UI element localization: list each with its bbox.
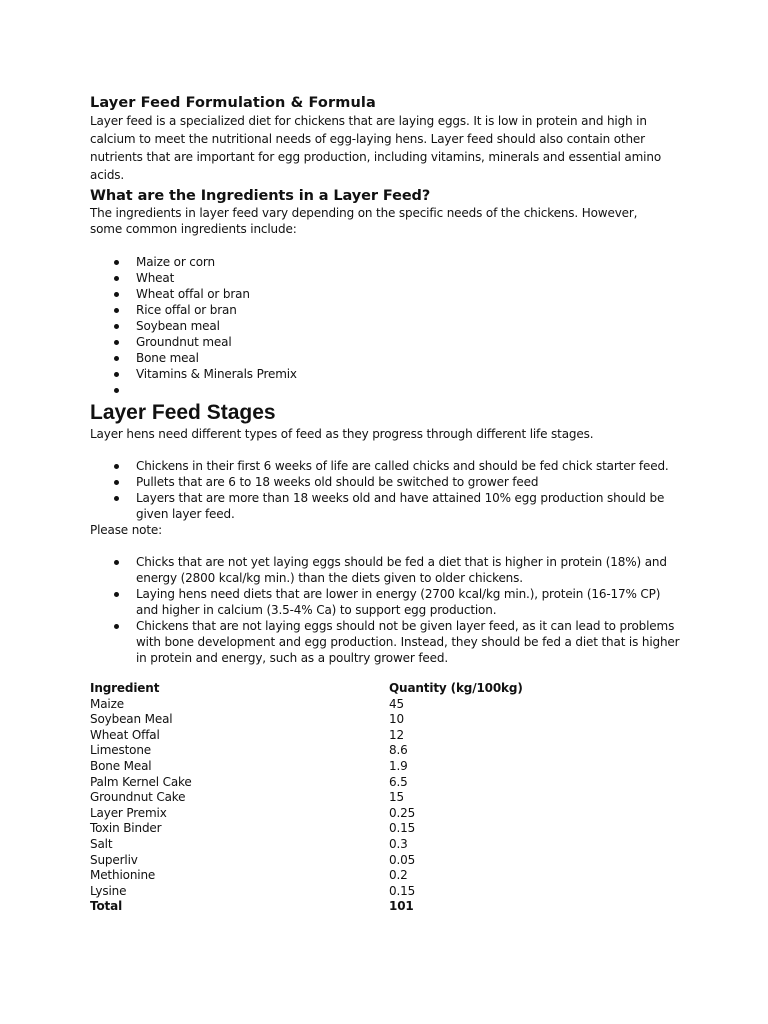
ingredient-list-item xyxy=(90,334,680,350)
table-row xyxy=(90,728,523,744)
intro-paragraph: Layer feed is a specialized diet for chickens that are laying eggs. It is low in protein and high in calcium to meet the nutritional needs of egg-laying hens. Layer feed should also contain other nutrients that are important for egg production, including vitamins, minerals and essential amino acids. xyxy=(90,114,662,182)
feed-formula-table xyxy=(90,681,523,915)
note-list-item xyxy=(90,554,680,586)
table-row xyxy=(90,821,523,837)
bullet-icon xyxy=(114,356,119,361)
ingredient-cell: Methionine xyxy=(90,868,156,883)
note-list-item-text: Chickens that are not laying eggs should not be given layer feed, as it can lead to problems with bone development and egg production. Instead, they should be fed a diet that is higher in protein and energy, such as a poultry grower feed. xyxy=(136,619,680,665)
ingredient-cell: Groundnut Cake xyxy=(90,790,186,805)
table-row xyxy=(90,712,523,728)
bullet-icon xyxy=(114,388,119,393)
total-value-cell: 101 xyxy=(389,899,414,914)
bullet-icon xyxy=(114,292,119,297)
ingredient-cell: Palm Kernel Cake xyxy=(90,774,192,789)
quantity-cell: 1.9 xyxy=(389,758,408,773)
note-list-item-text: Chicks that are not yet laying eggs should be fed a diet that is higher in protein (18%) and energy (2800 kcal/kg min.) than the diets given to older chickens. xyxy=(136,555,667,585)
ingredient-list-item-text: Rice offal or bran xyxy=(136,303,237,317)
stage-list-item xyxy=(90,458,680,474)
table-row xyxy=(90,775,523,791)
ingredient-list-item-text: Groundnut meal xyxy=(136,335,232,349)
ingredient-cell: Limestone xyxy=(90,743,152,758)
quantity-cell: 0.05 xyxy=(389,852,416,867)
table-header-row xyxy=(90,681,523,697)
ingredient-list-item xyxy=(90,382,680,398)
bullet-icon xyxy=(114,560,119,565)
ingredient-list-item xyxy=(90,318,680,334)
stages-heading: Layer Feed Stages xyxy=(90,401,276,424)
ingredient-list-item xyxy=(90,254,680,270)
ingredient-list-item xyxy=(90,350,680,366)
note-list-item-text: Laying hens need diets that are lower in energy (2700 kcal/kg min.), protein (16-17% CP) and higher in calcium (3.5-4% Ca) to support egg production. xyxy=(136,587,661,617)
bullet-icon xyxy=(114,372,119,377)
bullet-icon xyxy=(114,340,119,345)
table-row xyxy=(90,697,523,713)
ingredient-list-item xyxy=(90,270,680,286)
document-title: Layer Feed Formulation & Formula xyxy=(90,95,376,111)
ingredient-list-item-text: Wheat xyxy=(136,271,175,285)
bullet-icon xyxy=(114,496,119,501)
stage-list-item-text: Chickens in their first 6 weeks of life are called chicks and should be fed chick starter feed. xyxy=(136,459,669,473)
ingredient-cell: Layer Premix xyxy=(90,805,167,820)
stage-list-item xyxy=(90,490,680,522)
quantity-cell: 12 xyxy=(389,727,404,742)
quantity-cell: 0.2 xyxy=(389,868,408,883)
bullet-icon xyxy=(114,592,119,597)
ingredient-list-item-text: Vitamins & Minerals Premix xyxy=(136,367,297,381)
bullet-icon xyxy=(114,308,119,313)
bullet-icon xyxy=(114,260,119,265)
ingredient-list-item-text: Maize or corn xyxy=(136,255,215,269)
quantity-cell: 0.25 xyxy=(389,805,416,820)
notes-list xyxy=(90,554,680,666)
ingredients-list xyxy=(90,254,680,398)
ingredient-list-item-text: Bone meal xyxy=(136,351,199,365)
quantity-cell: 0.15 xyxy=(389,883,416,898)
column-header-quantity: Quantity (kg/100kg) xyxy=(389,681,523,695)
ingredient-cell: Lysine xyxy=(90,883,127,898)
quantity-cell: 15 xyxy=(389,790,404,805)
stage-list-item-text: Layers that are more than 18 weeks old and have attained 10% egg production should be given layer feed. xyxy=(136,491,665,521)
table-row xyxy=(90,837,523,853)
note-label: Please note: xyxy=(90,523,163,537)
table-row xyxy=(90,884,523,900)
table-total-row xyxy=(90,899,523,915)
quantity-cell: 8.6 xyxy=(389,743,408,758)
column-header-ingredient: Ingredient xyxy=(90,681,160,695)
stage-list-item-text: Pullets that are 6 to 18 weeks old should be switched to grower feed xyxy=(136,475,539,489)
table-row xyxy=(90,743,523,759)
note-list-item xyxy=(90,618,680,666)
quantity-cell: 0.15 xyxy=(389,821,416,836)
bullet-icon xyxy=(114,464,119,469)
table-row xyxy=(90,790,523,806)
bullet-icon xyxy=(114,624,119,629)
quantity-cell: 6.5 xyxy=(389,774,408,789)
note-list-item xyxy=(90,586,680,618)
bullet-icon xyxy=(114,480,119,485)
ingredient-cell: Toxin Binder xyxy=(90,821,162,836)
quantity-cell: 0.3 xyxy=(389,836,408,851)
ingredient-cell: Maize xyxy=(90,696,124,711)
ingredient-cell: Wheat Offal xyxy=(90,727,160,742)
ingredients-intro: The ingredients in layer feed vary depending on the specific needs of the chickens. However, some common ingredients include: xyxy=(90,206,638,236)
ingredient-list-item-text: Wheat offal or bran xyxy=(136,287,250,301)
ingredient-cell: Bone Meal xyxy=(90,758,152,773)
ingredient-list-item-text: Soybean meal xyxy=(136,319,220,333)
table-row xyxy=(90,853,523,869)
ingredient-list-item xyxy=(90,366,680,382)
stage-list-item xyxy=(90,474,680,490)
quantity-cell: 10 xyxy=(389,712,404,727)
quantity-cell: 45 xyxy=(389,696,404,711)
ingredients-heading: What are the Ingredients in a Layer Feed? xyxy=(90,188,431,204)
bullet-icon xyxy=(114,276,119,281)
total-label-cell: Total xyxy=(90,899,123,914)
table-row xyxy=(90,806,523,822)
ingredient-cell: Soybean Meal xyxy=(90,712,173,727)
ingredient-list-item xyxy=(90,286,680,302)
bullet-icon xyxy=(114,324,119,329)
table-row xyxy=(90,868,523,884)
stages-intro: Layer hens need different types of feed as they progress through different life stages. xyxy=(90,427,594,441)
table-row xyxy=(90,759,523,775)
stages-list xyxy=(90,458,680,522)
ingredient-cell: Superliv xyxy=(90,852,138,867)
ingredient-list-item xyxy=(90,302,680,318)
ingredient-cell: Salt xyxy=(90,836,113,851)
document-page xyxy=(90,95,680,915)
